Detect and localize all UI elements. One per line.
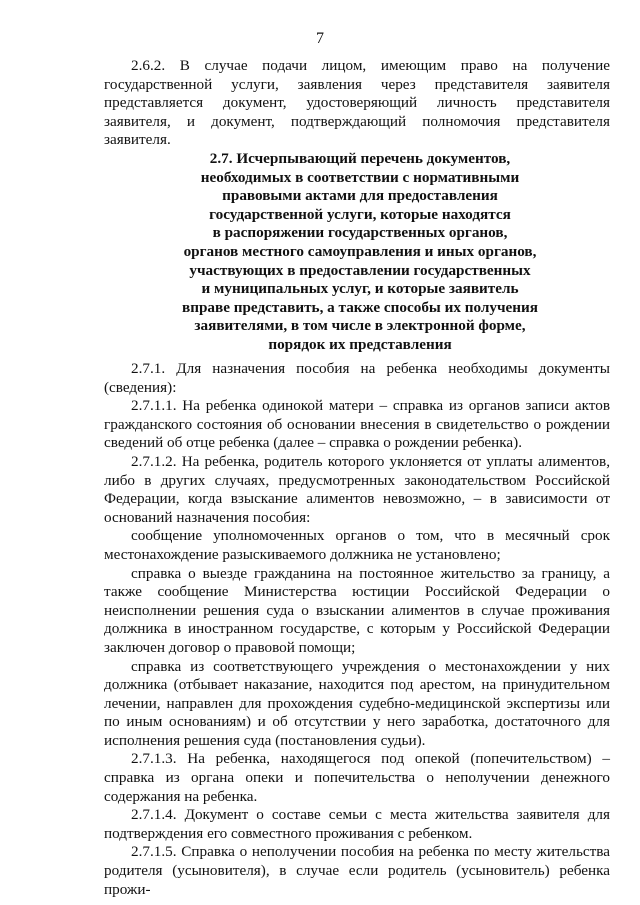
page-number: 7 [316, 30, 324, 47]
heading-line: участвующих в предоставлении государственных [189, 261, 531, 279]
section-2-7-body [104, 360, 610, 899]
paragraph-2-7-1: 2.7.1. Для назначения пособия на ребенка необходимы документы (сведения): [104, 360, 610, 396]
list-item-search-report: сообщение уполномоченных органов о том, что в месячный срок местонахождение разыскиваемого должника не установлено; [104, 527, 610, 563]
paragraph-2-7-1-4: 2.7.1.4. Документ о составе семьи с места жительства заявителя для подтверждения его совместного проживания с ребенком. [104, 806, 610, 842]
section-2-6-2 [104, 57, 610, 150]
paragraph-2-7-1-2: 2.7.1.2. На ребенка, родитель которого уклоняется от уплаты алиментов, либо в других случаях, предусмотренных законодательством Российской Федерации, когда взыскание алиментов невозможно, – в зависимости от оснований назначения пособия: [104, 452, 610, 526]
section-heading-2-7 [150, 150, 570, 355]
heading-line: необходимых в соответствии с нормативными [200, 168, 520, 186]
paragraph-2-7-1-5: 2.7.1.5. Справка о неполучении пособия на ребенка по месту жительства родителя (усыновителя), в случае если родитель (усыновитель) ребенка прожи- [104, 843, 610, 898]
heading-line: государственной услуги, которые находятся [209, 205, 511, 223]
heading-line: заявителями, в том числе в электронной форме, [194, 317, 526, 335]
heading-line: 2.7. Исчерпывающий перечень документов, [209, 150, 511, 167]
heading-line: в распоряжении государственных органов, [212, 224, 508, 242]
paragraph-2-7-1-3: 2.7.1.3. На ребенка, находящегося под опекой (попечительством) – справка из органа опеки и попечительства о неполучении денежного содержания на ребенка. [104, 750, 610, 805]
heading-line: и муниципальных услуг, и которые заявитель [201, 280, 519, 298]
heading-line: органов местного самоуправления и иных органов, [183, 242, 537, 260]
list-item-institution-certificate: справка из соответствующего учреждения о местонахождении у них должника (отбывает наказание, находится под арестом, на принудительном лечении, направлен для прохождения судебно-медицинской экспертизы или по иным основаниям) и об отсутствии у него заработка, достаточного для исполнения решения суда (постановления судьи). [104, 657, 610, 749]
list-item-abroad-certificate: справка о выезде гражданина на постоянное жительство за границу, а также сообщение Министерства юстиции Российской Федерации о неисполнении решения суда о взыскании алиментов в случае проживания должника в иностранном государстве, с которым у Российской Федерации заключен договор о правовой помощи; [104, 564, 610, 656]
intro-paragraph: 2.6.2. В случае подачи лицом, имеющим право на получение государственной услуги, заявления через представителя заявителя представляется документ, удостоверяющий личность представителя заявителя, и документ, подтверждающий полномочия представителя заявителя. [104, 57, 610, 149]
heading-line: правовыми актами для предоставления [222, 187, 498, 205]
paragraph-2-7-1-1: 2.7.1.1. На ребенка одинокой матери – справка из органов записи актов гражданского состояния об основании внесения в свидетельство о рождении сведений об отце ребенка (далее – справка о рождении ребенка). [104, 397, 610, 452]
heading-line: вправе представить, а также способы их получения [182, 298, 538, 316]
heading-line: порядок их представления [268, 335, 452, 353]
